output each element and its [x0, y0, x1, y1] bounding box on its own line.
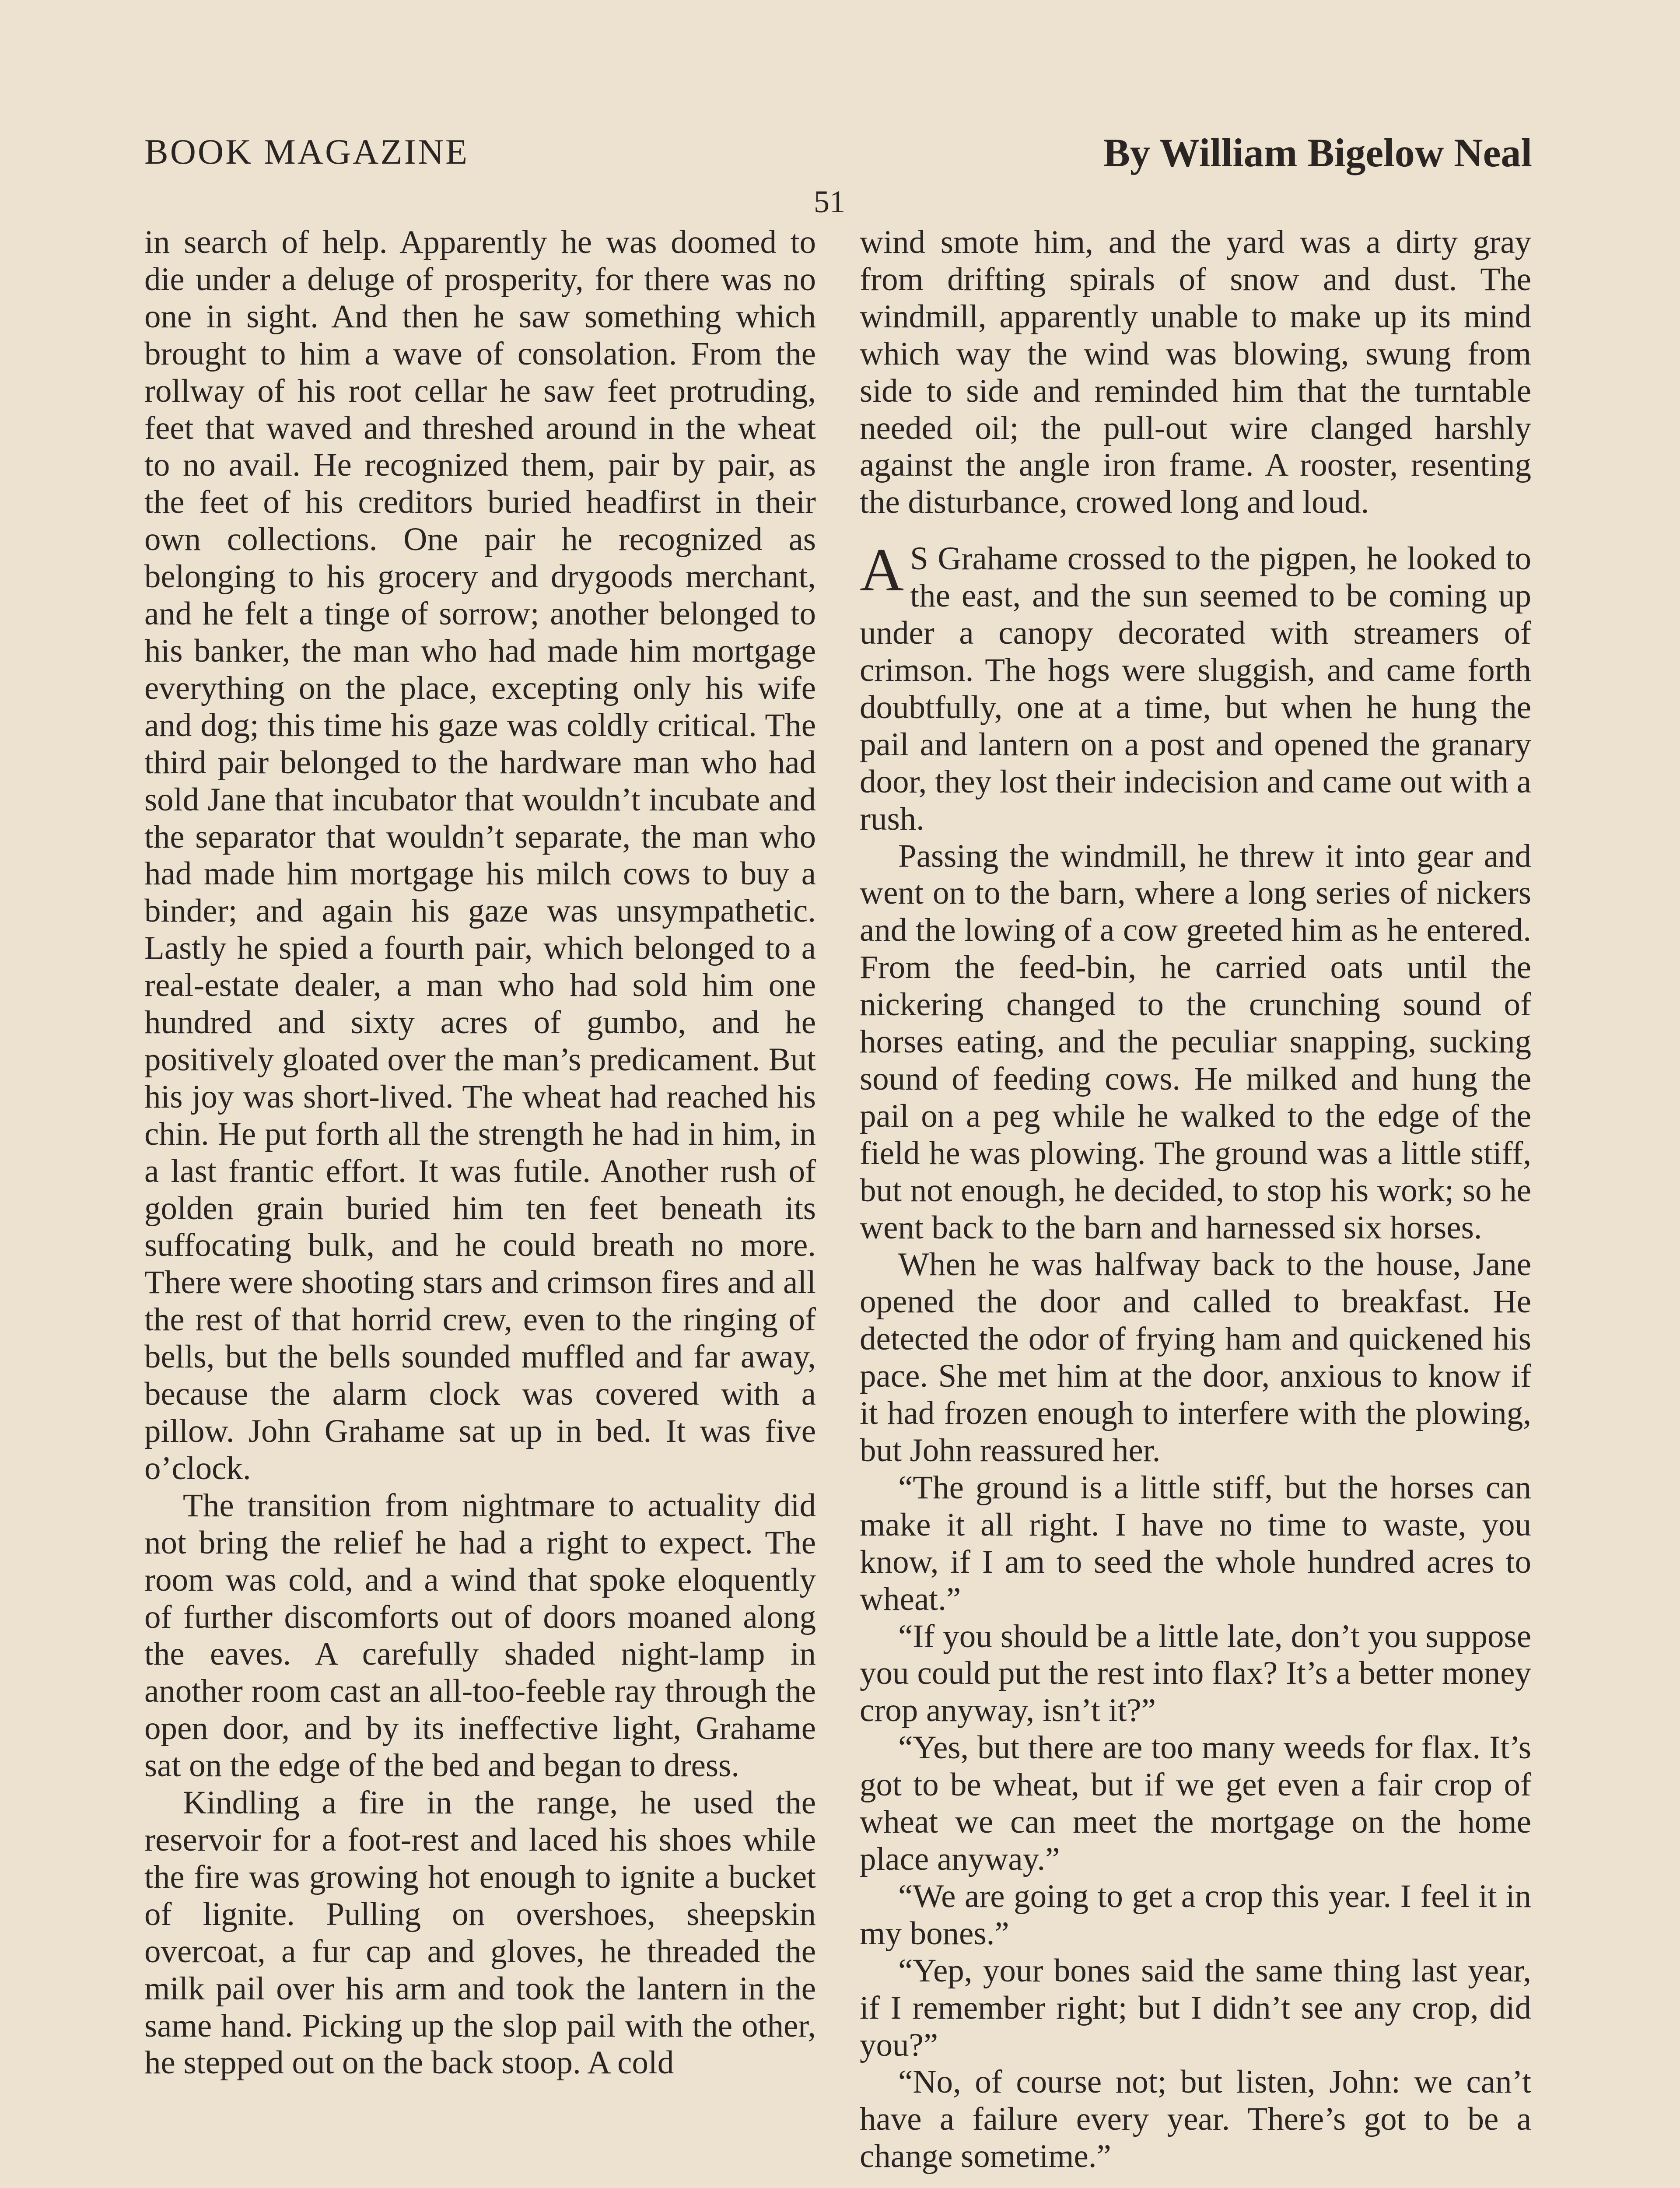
paragraph: Kindling a fire in the range, he used the reservoir for a foot-rest and laced his shoes while the fire was growing hot enough to ignite a bucket of lignite. Pulling on overshoes, sheepskin overcoat, a fur cap and gloves, he threaded the milk pail over his arm and took the lantern in the same hand. Picking up the slop pail with the other, he stepped out on the back stoop. A cold	[144, 1785, 816, 2081]
paragraph: “If you should be a little late, don’t you suppose you could put the rest into flax? It’s a better money crop anyway, isn’t it?”	[860, 1618, 1531, 1729]
page-number: 51	[814, 184, 845, 219]
paragraph: “Yes, but there are too many weeds for flax. It’s got to be wheat, but if we get even a fair crop of wheat we can meet the mortgage on the home place anyway.”	[860, 1729, 1531, 1877]
paragraph: “We are going to get a crop this year. I feel it in my bones.”	[860, 1878, 1531, 1952]
paragraph: When he was halfway back to the house, Jane opened the door and called to breakfast. He detected the odor of frying ham and quickened his pace. She met him at the door, anxious to know if it had frozen enough to interfere with the plowing, but John reassured her.	[860, 1246, 1531, 1469]
dropcap-paragraph-text: S Grahame crossed to the pigpen, he looked to the east, and the sun seemed to be coming up under a canopy decorated with streamers of crimson. The hogs were sluggish, and came forth doubtfully, one at a time, but when he hung the pail and lantern on a post and opened the granary door, they lost their indecision and came out with a rush.	[860, 540, 1531, 837]
left-column	[144, 224, 816, 2082]
paragraph: “Yep, your bones said the same thing last year, if I remember right; but I didn’t see any crop, did you?”	[860, 1952, 1531, 2063]
right-column	[860, 224, 1531, 2175]
magazine-title: BOOK MAGAZINE	[144, 132, 469, 172]
drop-cap: A	[860, 536, 904, 604]
paragraph: “The ground is a little stiff, but the horses can make it all right. I have no time to waste, you know, if I am to seed the whole hundred acres to wheat.”	[860, 1469, 1531, 1617]
paragraph: The transition from nightmare to actuality did not bring the relief he had a right to expect. The room was cold, and a wind that spoke eloquently of further discomforts out of doors moaned along the eaves. A carefully shaded night-lamp in another room cast an all-too-feeble ray through the open door, and by its ineffective light, Grahame sat on the edge of the bed and began to dress.	[144, 1487, 816, 1784]
paragraph: Passing the windmill, he threw it into gear and went on to the barn, where a long series of nickers and the lowing of a cow greeted him as he entered. From the feed-bin, he carried oats until the nickering changed to the crunching sound of horses eating, and the peculiar snapping, sucking sound of feeding cows. He milked and hung the pail on a peg while he walked to the edge of the field he was plowing. The ground was a little stiff, but not enough, he decided, to stop his work; so he went back to the barn and harnessed six horses.	[860, 838, 1531, 1246]
paragraph: “No, of course not; but listen, John: we can’t have a failure every year. There’s got to be a change sometime.”	[860, 2064, 1531, 2175]
paragraph: in search of help. Apparently he was doomed to die under a deluge of prosperity, for there was no one in sight. And then he saw something which brought to him a wave of consolation. From the rollway of his root cellar he saw feet protruding, feet that waved and threshed around in the wheat to no avail. He recognized them, pair by pair, as the feet of his creditors buried headfirst in their own collections. One pair he recognized as belonging to his grocery and drygoods merchant, and he felt a tinge of sorrow; another belonged to his banker, the man who had made him mortgage everything on the place, excepting only his wife and dog; this time his gaze was coldly critical. The third pair belonged to the hardware man who had sold Jane that incubator that wouldn’t incubate and the separator that wouldn’t separate, the man who had made him mortgage his milch cows to buy a binder; and again his gaze was unsympathetic. Lastly he spied a fourth pair, which belonged to a real-estate dealer, a man who had sold him one hundred and sixty acres of gumbo, and he positively gloated over the man’s predicament. But his joy was short-lived. The wheat had reached his chin. He put forth all the strength he had in him, in a last frantic effort. It was futile. Another rush of golden grain buried him ten feet beneath its suffocating bulk, and he could breath no more. There were shooting stars and crimson fires and all the rest of that horrid crew, even to the ringing of bells, but the bells sounded muffled and far away, because the alarm clock was covered with a pillow. John Grahame sat up in bed. It was five o’clock.	[144, 224, 816, 1487]
paragraph: wind smote him, and the yard was a dirty gray from drifting spirals of snow and dust. The windmill, apparently unable to make up its mind which way the wind was blowing, swung from side to side and reminded him that the turntable needed oil; the pull-out wire clanged harshly against the angle iron frame. A rooster, resenting the disturbance, crowed long and loud.	[860, 224, 1531, 521]
author-byline: By William Bigelow Neal	[1103, 130, 1532, 175]
dropcap-paragraph	[860, 536, 1531, 838]
